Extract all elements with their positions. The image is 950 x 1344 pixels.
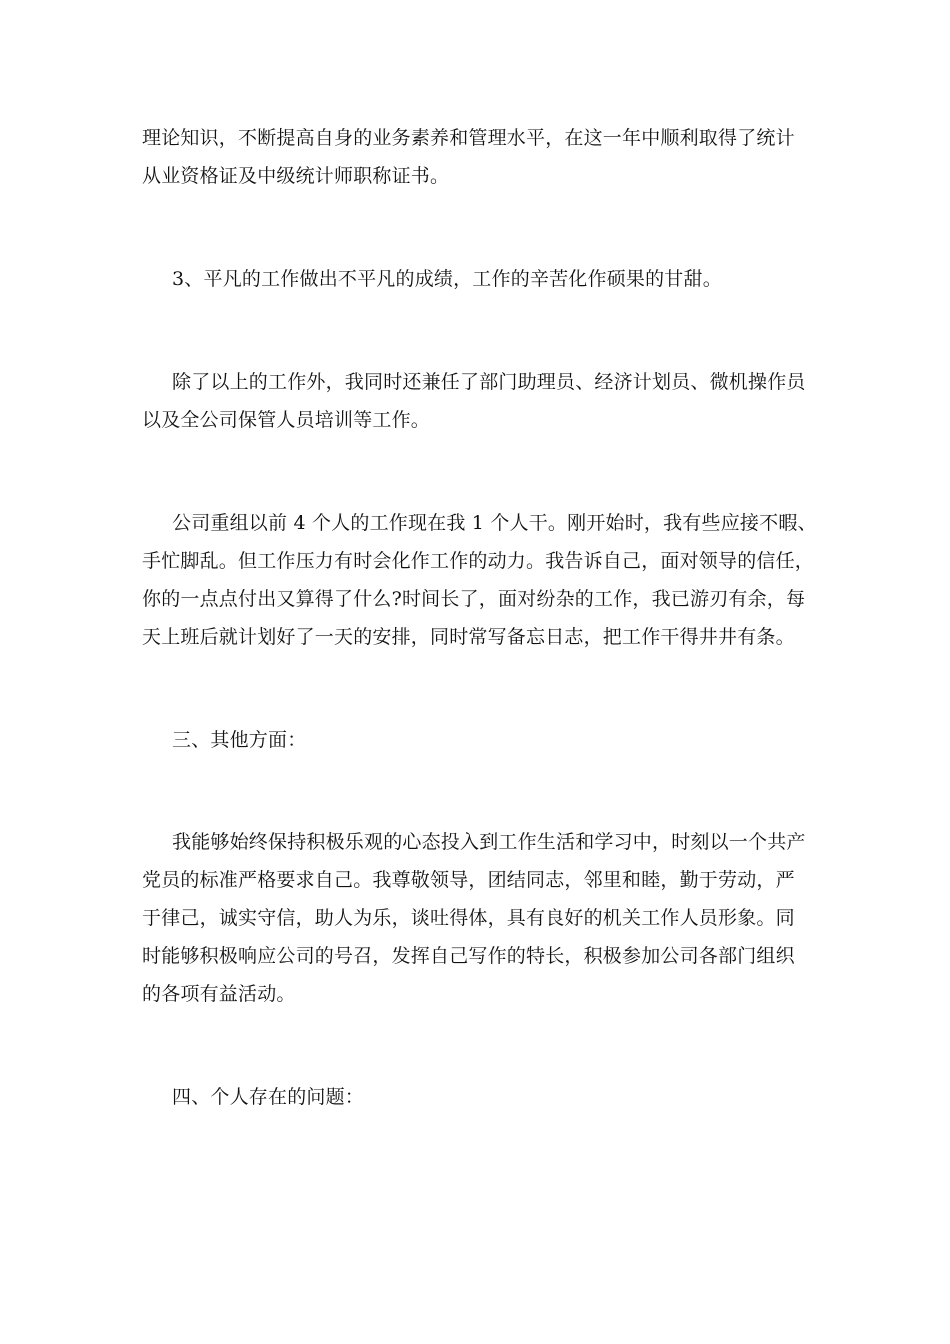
paragraph-6-line-3: 于律己，诚实守信，助人为乐，谈吐得体，具有良好的机关工作人员形象。同 [142,907,795,929]
paragraph-1-line-2: 从业资格证及中级统计师职称证书。 [142,165,450,187]
section-heading-problems: 四、个人存在的问题： [172,1086,365,1108]
paragraph-6-line-5: 的各项有益活动。 [142,983,296,1005]
paragraph-1-line-1: 理论知识，不断提高自身的业务素养和管理水平，在这一年中顺利取得了统计 [142,127,795,149]
section-heading-other: 三、其他方面： [172,729,307,751]
paragraph-4-line-1: 公司重组以前 4 个人的工作现在我 1 个人干。刚开始时，我有些应接不暇、 [172,512,817,534]
paragraph-6-line-2: 党员的标准严格要求自己。我尊敬领导，团结同志，邻里和睦，勤于劳动，严 [142,869,795,891]
paragraph-4-line-2: 手忙脚乱。但工作压力有时会化作工作的动力。我告诉自己，面对领导的信任， [142,550,815,572]
paragraph-3-line-2: 以及全公司保管人员培训等工作。 [142,409,431,431]
paragraph-2-line-1: 3、平凡的工作做出不平凡的成绩，工作的辛苦化作硕果的甘甜。 [172,268,722,290]
paragraph-6-line-4: 时能够积极响应公司的号召，发挥自己写作的特长，积极参加公司各部门组织 [142,945,795,967]
paragraph-4-line-3: 你的一点点付出又算得了什么?时间长了，面对纷杂的工作，我已游刃有余，每 [142,588,806,610]
paragraph-4-line-4: 天上班后就计划好了一天的安排，同时常写备忘日志，把工作干得井井有条。 [142,626,795,648]
paragraph-3-line-1: 除了以上的工作外，我同时还兼任了部门助理员、经济计划员、微机操作员 [172,371,806,393]
paragraph-6-line-1: 我能够始终保持积极乐观的心态投入到工作生活和学习中，时刻以一个共产 [172,831,806,853]
